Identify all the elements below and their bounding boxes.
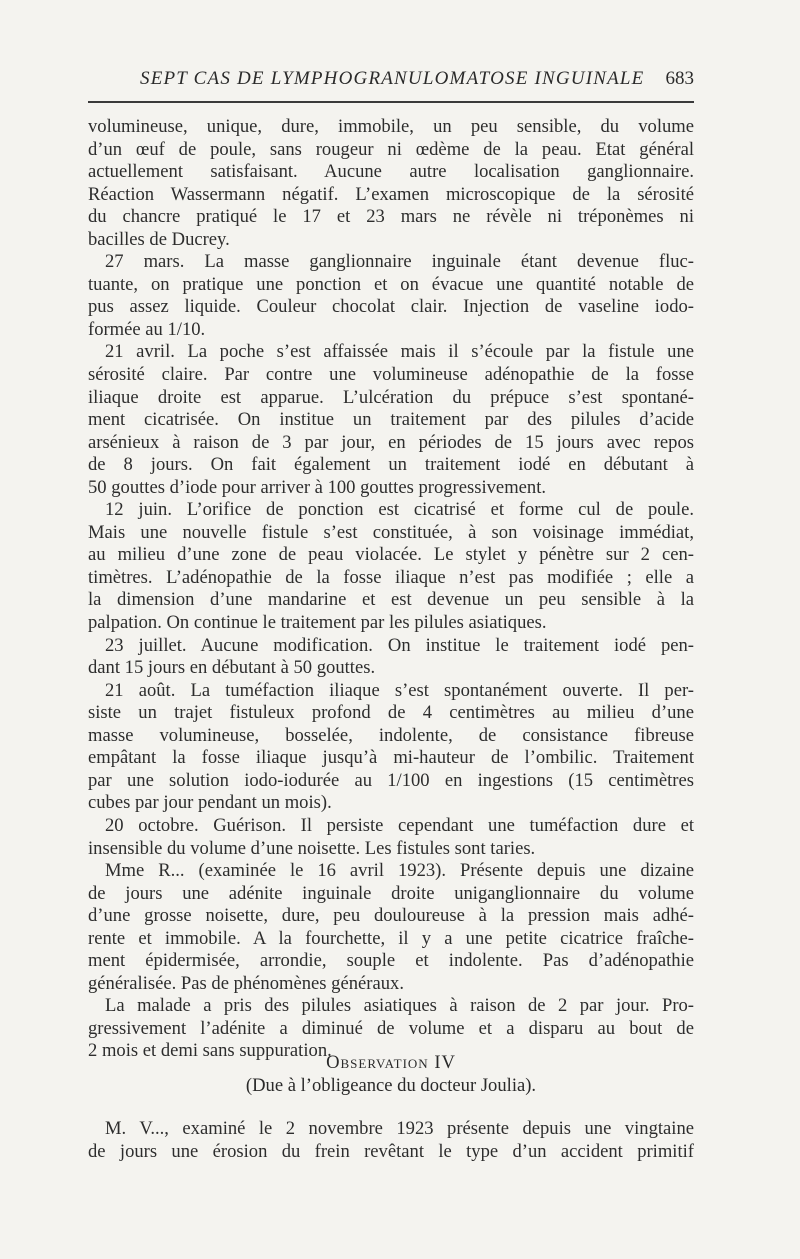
text-line: 23 juillet. Aucune modification. On institue le traitement iodé pen- bbox=[105, 634, 694, 656]
text-line: iliaque droite est apparue. L’ulcération du prépuce s’est spontané- bbox=[88, 386, 694, 408]
text-line: 2 mois et demi sans suppuration. bbox=[88, 1040, 332, 1062]
header-rule bbox=[88, 101, 694, 103]
text-line: volumineuse, unique, dure, immobile, un peu sensible, du volume bbox=[88, 116, 694, 137]
text-line: palpation. On continue le traitement par les pilules asiatiques. bbox=[88, 612, 547, 634]
text-line: La malade a pris des pilules asiatiques à raison de 2 par jour. Pro- bbox=[105, 995, 694, 1017]
text-line: sérosité claire. Par contre une volumineuse adénopathie de la fosse bbox=[88, 364, 694, 386]
text-line: du chancre pratiqué le 17 et 23 mars ne révèle ni tréponèmes ni bbox=[88, 206, 694, 228]
text-line: de jours une érosion du frein revêtant le type d’un accident primitif bbox=[88, 1140, 694, 1162]
running-head-title: SEPT CAS DE LYMPHOGRANULOMATOSE INGUINALE bbox=[140, 68, 645, 89]
text-line: 21 août. La tuméfaction iliaque s’est spontanément ouverte. Il per- bbox=[105, 679, 694, 701]
text-line: rente et immobile. A la fourchette, il y a une petite cicatrice fraîche- bbox=[88, 927, 694, 949]
text-line: au milieu d’une zone de peau violacée. Le stylet y pénètre sur 2 cen- bbox=[88, 544, 694, 566]
text-line: de 8 jours. On fait également un traitement iodé en débutant à bbox=[88, 454, 694, 476]
text-line: généralisée. Pas de phénomènes généraux. bbox=[88, 972, 404, 994]
text-line: 27 mars. La masse ganglionnaire inguinale étant devenue fluc- bbox=[105, 251, 694, 273]
text-line: masse volumineuse, bosselée, indolente, de consistance fibreuse bbox=[88, 724, 694, 746]
text-line: 21 avril. La poche s’est affaissée mais il s’écoule par la fistule une bbox=[105, 341, 694, 363]
text-line: de jours une adénite inguinale droite uniganglionnaire du volume bbox=[88, 882, 694, 904]
text-line: 50 gouttes d’iode pour arriver à 100 gouttes progressivement. bbox=[88, 476, 547, 498]
text-line: Mme R... (examinée le 16 avril 1923). Présente depuis une dizaine bbox=[105, 860, 694, 882]
text-line: timètres. L’adénopathie de la fosse iliaque n’est pas modifiée ; elle a bbox=[88, 566, 694, 588]
text-line: tuante, on pratique une ponction et on évacue une quantité notable de bbox=[88, 273, 694, 295]
text-line: Réaction Wassermann négatif. L’examen microscopique de la sérosité bbox=[88, 183, 694, 205]
text-line: ment épidermisée, arrondie, souple et indolente. Pas d’adénopathie bbox=[88, 950, 694, 972]
text-line: empâtant la fosse iliaque jusqu’à mi-hauteur de l’ombilic. Traitement bbox=[88, 747, 694, 769]
text-line: arsénieux à raison de 3 par jour, en périodes de 15 jours avec repos bbox=[88, 431, 694, 453]
text-line: gressivement l’adénite a diminué de volume et a disparu au bout de bbox=[88, 1017, 694, 1039]
text-line: actuellement satisfaisant. Aucune autre localisation ganglionnaire. bbox=[88, 161, 694, 183]
text-line: d’une grosse noisette, dure, peu douloureuse à la pression mais adhé- bbox=[88, 905, 694, 927]
text-line: la dimension d’une mandarine et est devenue un peu sensible à la bbox=[88, 589, 694, 611]
text-line: formée au 1/10. bbox=[88, 318, 206, 340]
text-line: siste un trajet fistuleux profond de 4 centimètres au milieu d’une bbox=[88, 702, 694, 724]
body-text bbox=[88, 116, 694, 1063]
text-line: M. V..., examiné le 2 novembre 1923 présente depuis une vingtaine bbox=[105, 1118, 694, 1139]
text-line: 20 octobre. Guérison. Il persiste cependant une tuméfaction dure et bbox=[105, 814, 694, 836]
tail-text bbox=[88, 1118, 694, 1163]
text-line: insensible du volume d’une noisette. Les fistules sont taries. bbox=[88, 837, 536, 859]
text-line: dant 15 jours en débutant à 50 gouttes. bbox=[88, 657, 376, 679]
text-line: d’un œuf de poule, sans rougeur ni œdème de la peau. Etat général bbox=[88, 138, 694, 160]
text-line: par une solution iodo-iodurée au 1/100 en ingestions (15 centimètres bbox=[88, 769, 694, 791]
text-line: Mais une nouvelle fistule s’est constituée, à son voisinage immédiat, bbox=[88, 521, 694, 543]
page-number: 683 bbox=[665, 68, 694, 89]
text-line: bacilles de Ducrey. bbox=[88, 228, 230, 250]
text-line: pus assez liquide. Couleur chocolat clair. Injection de vaseline iodo- bbox=[88, 296, 694, 318]
observation-heading: Observation IV bbox=[326, 1052, 456, 1073]
running-head bbox=[88, 68, 694, 92]
text-line: cubes par jour pendant un mois). bbox=[88, 792, 332, 814]
text-line: 12 juin. L’orifice de ponction est cicatrisé et forme cul de poule. bbox=[105, 499, 694, 521]
observation-subheading: (Due à l’obligeance du docteur Joulia). bbox=[245, 1075, 537, 1096]
text-line: ment cicatrisée. On institue un traitement par des pilules d’acide bbox=[88, 409, 694, 431]
